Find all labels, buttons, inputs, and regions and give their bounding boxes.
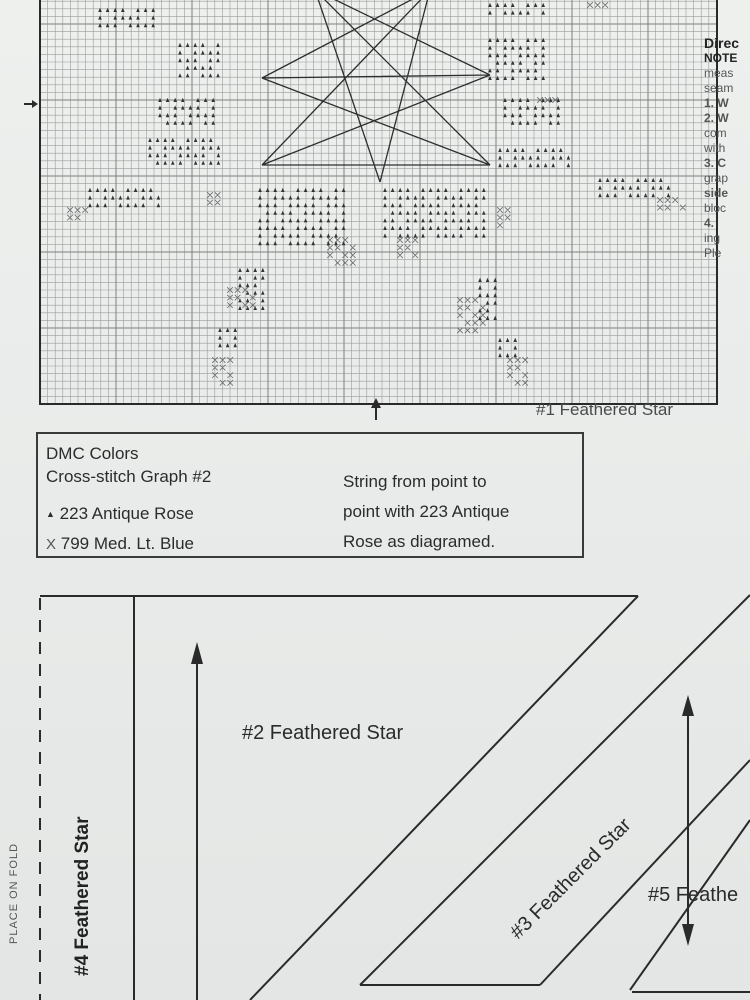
directions-line: 3. C [704,156,727,170]
cross-stitch-graph [0,0,750,420]
left-arrow-marker-icon [24,100,38,108]
directions-line: with [704,141,726,155]
legend-title: DMC Colors [46,444,139,463]
directions-line: bloc [704,201,727,215]
graph-caption: #1 Feathered Star [536,400,674,419]
graph-grid [40,0,717,404]
cross-symbol-icon: X [46,536,57,553]
piece-4-label: #4 Feathered Star [72,816,93,976]
legend-item-med-lt-blue [46,534,194,554]
legend-item-label: 223 Antique Rose [59,504,194,523]
piece-2-label: #2 Feathered Star [242,722,404,744]
legend-note-line: Rose as diagramed. [343,532,496,551]
directions-line: Ple [704,246,722,260]
dmc-colors-legend [36,432,584,558]
triangle-symbol-icon: ▲ [46,509,55,519]
legend-note-line: String from point to [343,472,487,491]
quilt-pattern-pieces [0,580,750,1000]
directions-line: meas [704,66,734,80]
legend-note-line: point with 223 Antique [343,502,510,521]
directions-line: NOTE [704,51,738,65]
directions-line: ing [704,231,721,245]
piece-5-label: #5 Feathe [648,884,739,906]
directions-line: Direc [704,35,740,51]
grain-arrow-2-icon [191,642,203,1000]
directions-line: 1. W [704,96,729,110]
directions-line: com [704,126,727,140]
fold-label: PLACE ON FOLD [8,842,20,944]
pattern-outlines [40,595,750,1000]
up-arrow-marker-icon [371,398,381,420]
directions-line: seam [704,81,734,95]
directions-line: grap [704,171,729,185]
string-star-diagram [262,0,490,182]
directions-text [704,36,739,261]
piece-3-label: #3 Feathered Star [506,814,636,944]
directions-line: side [704,186,729,200]
star-string-lines [262,0,490,182]
directions-line: 4. [704,216,715,230]
piece-2-diagonal-edge [250,596,638,1000]
directions-line: 2. W [704,111,729,125]
grid-line-path [40,0,717,404]
legend-subtitle: Cross-stitch Graph #2 [46,467,212,486]
legend-item-antique-rose [46,504,194,524]
legend-item-label: 799 Med. Lt. Blue [60,534,195,553]
